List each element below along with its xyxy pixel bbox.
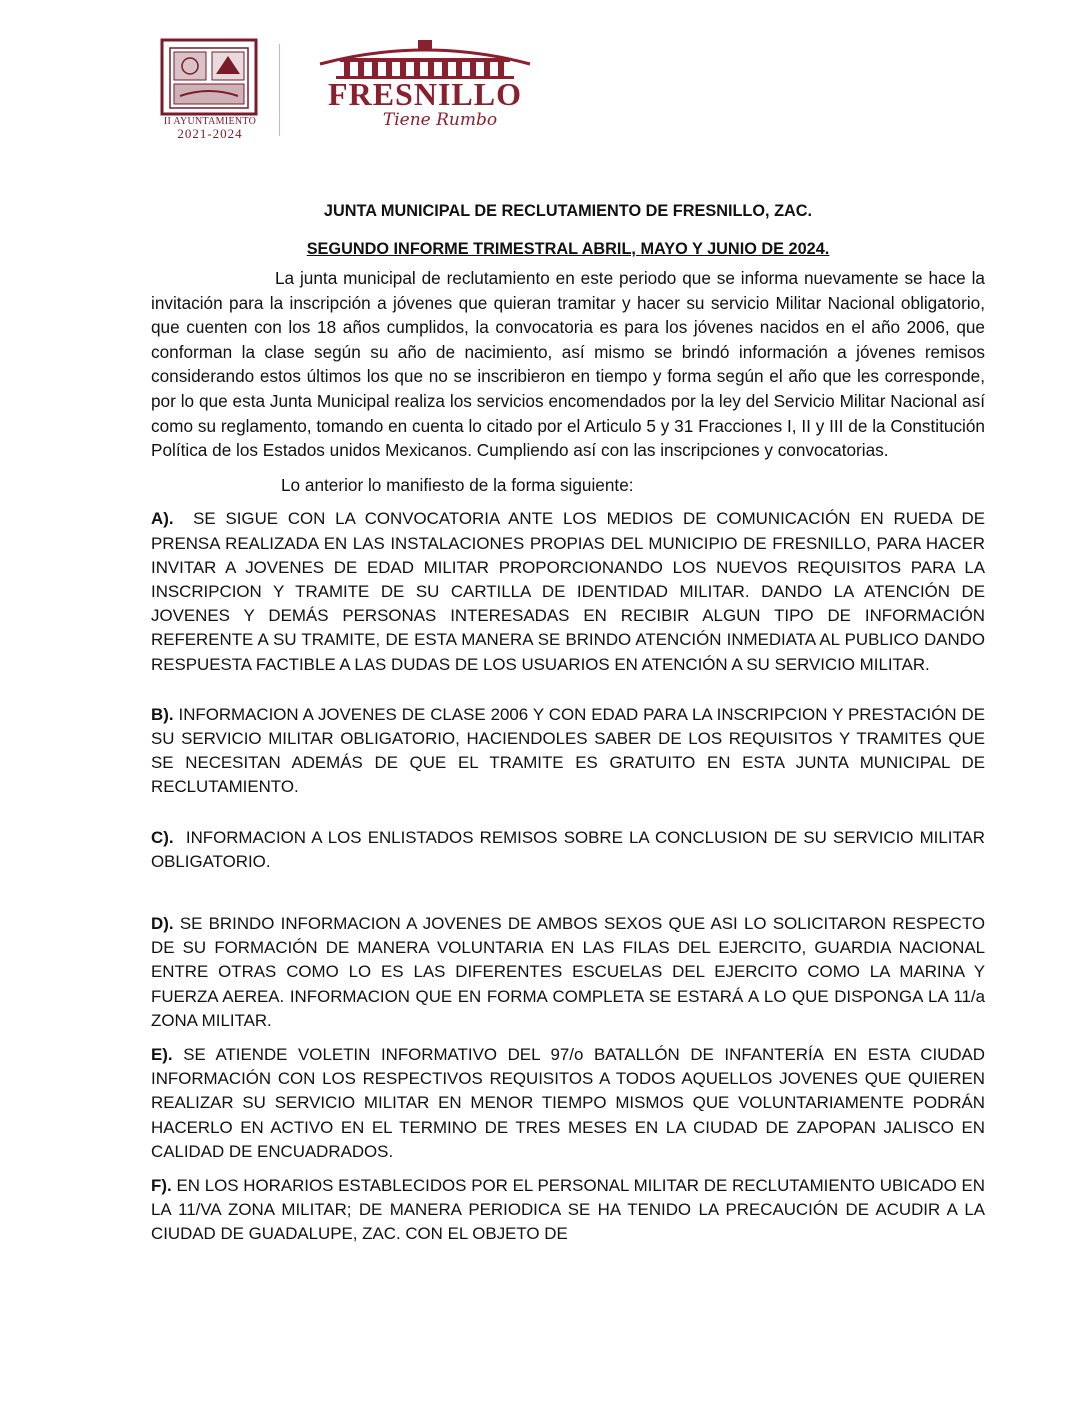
item-text: INFORMACION A LOS ENLISTADOS REMISOS SOBRE LA CONCLUSION DE SU SERVICIO MILITAR OBLIGATORIO. <box>151 827 985 871</box>
brand-tagline: Tiene Rumbo <box>382 110 498 130</box>
document-subtitle: SEGUNDO INFORME TRIMESTRAL ABRIL, MAYO Y JUNIO DE 2024. <box>306 240 830 258</box>
item-text: SE BRINDO INFORMACION A JOVENES DE AMBOS SEXOS QUE ASI LO SOLICITARON RESPECTO DE SU FORMACIÓN DE MANERA VOLUNTARIA EN LAS FILAS DEL EJERCITO, GUARDIA NACIONAL ENTRE OTRAS COMO LO ES LAS DIFERENTES ESCUELAS DEL EJERCITO COMO LA MARINA Y FUERZA AEREA. INFORMACION QUE EN FORMA COMPLETA SE ESTARÁ A LO QUE DISPONGA LA 11/a ZONA MILITAR. <box>151 913 985 1030</box>
list-item <box>151 1043 985 1164</box>
item-text: SE SIGUE CON LA CONVOCATORIA ANTE LOS MEDIOS DE COMUNICACIÓN EN RUEDA DE PRENSA REALIZADA EN LAS INSTALACIONES PROPIAS DEL MUNICIPIO DE FRESNILLO, PARA HACER INVITAR A JOVENES DE EDAD MILITAR PROPORCIONANDO LOS NUEVOS REQUISITOS PARA LA INSCRIPCION Y TRAMITE DE SU CARTILLA DE IDENTIDAD MILITAR. DANDO LA ATENCIÓN DE JOVENES Y DEMÁS PERSONAS INTERESADAS EN RECIBIR ALGUN TIPO DE INFORMACIÓN REFERENTE A SU TRAMITE, DE ESTA MANERA SE BRINDO ATENCIÓN INMEDIATA AL PUBLICO DANDO RESPUESTA FACTIBLE A LAS DUDAS DE LOS USUARIOS EN ATENCIÓN A SU SERVICIO MILITAR. <box>151 509 985 674</box>
item-text: INFORMACION A JOVENES DE CLASE 2006 Y CON EDAD PARA LA INSCRIPCION Y PRESTACIÓN DE SU SERVICIO MILITAR OBLIGATORIO, HACIENDOLES SABER DE LOS REQUISITOS Y TRAMITES QUE SE NECESITAN ADEMÁS DE QUE EL TRAMITE ES GRATUITO EN ESTA JUNTA MUNICIPAL DE RECLUTAMIENTO. <box>151 704 985 797</box>
item-text: EN LOS HORARIOS ESTABLECIDOS POR EL PERSONAL MILITAR DE RECLUTAMIENTO UBICADO EN LA 11/VA ZONA MILITAR; DE MANERA PERIODICA SE HA TENIDO LA PRECAUCIÓN DE ACUDIR A LA CIUDAD DE GUADALUPE, ZAC. CON EL OBJETO DE <box>151 1176 985 1244</box>
item-label: A). <box>151 509 174 529</box>
list-item <box>151 703 985 800</box>
list-item <box>151 507 985 676</box>
item-label: F). <box>151 1176 172 1196</box>
header-divider <box>279 44 280 136</box>
item-text: SE ATIENDE VOLETIN INFORMATIVO DEL 97/o BATALLÓN DE INFANTERÍA EN ESTA CIUDAD INFORMACIÓN CON LOS RESPECTIVOS REQUISITOS A TODOS AQUELLOS JOVENES QUE QUIEREN REALIZAR SU SERVICIO MILITAR EN MENOR TIEMPO MISMOS QUE VOLUNTARIAMENTE PODRÁN HACERLO EN ACTIVO EN EL TERMINO DE TRES MESES EN LA CIUDAD DE ZAPOPAN JALISCO EN CALIDAD DE ENCUADRADOS. <box>151 1045 986 1161</box>
list-item <box>151 1174 985 1247</box>
seal-caption-line2: 2021-2024 <box>177 126 243 141</box>
list-item <box>151 912 985 1033</box>
item-label: D). <box>151 913 174 933</box>
fresnillo-logo <box>300 36 550 140</box>
seal-caption-line1: II AYUNTAMIENTO <box>163 116 257 127</box>
coat-of-arms-icon <box>150 36 270 116</box>
item-label: B). <box>151 704 174 724</box>
document-body <box>151 200 985 1247</box>
letterhead <box>150 36 550 140</box>
lead-paragraph: Lo anterior lo manifiesto de la forma siguiente: <box>281 474 634 495</box>
item-label: C). <box>151 827 174 847</box>
intro-paragraph: La junta municipal de reclutamiento en este periodo que se informa nuevamente se hace la invitación para la inscripción a jóvenes que quieran tramitar y hacer su servicio Militar Nacional obligatorio, que cuenten con los 18 años cumplidos, la convocatoria es para los jóvenes nacidos en el año 2006, que conforman la clase según su año de nacimiento, así mismo se brindó información a jóvenes remisos considerando estos últimos los que no se inscribieron en tiempo y forma según el año que les corresponde, por lo que esta Junta Municipal realiza los servicios encomendados por la ley del Servicio Militar Nacional así como su reglamento, tomando en cuenta lo citado por el Articulo 5 y 31 Fracciones I, II y III de la Constitución Política de los Estados unidos Mexicanos. Cumpliendo así con las inscripciones y convocatorias. <box>151 268 985 461</box>
municipal-seal <box>150 36 270 140</box>
document-title: JUNTA MUNICIPAL DE RECLUTAMIENTO DE FRESNILLO, ZAC. <box>323 202 813 220</box>
list-item <box>151 826 985 874</box>
brand-name: FRESNILLO <box>328 76 522 112</box>
building-skyline-icon <box>300 36 550 80</box>
item-label: E). <box>151 1045 173 1064</box>
